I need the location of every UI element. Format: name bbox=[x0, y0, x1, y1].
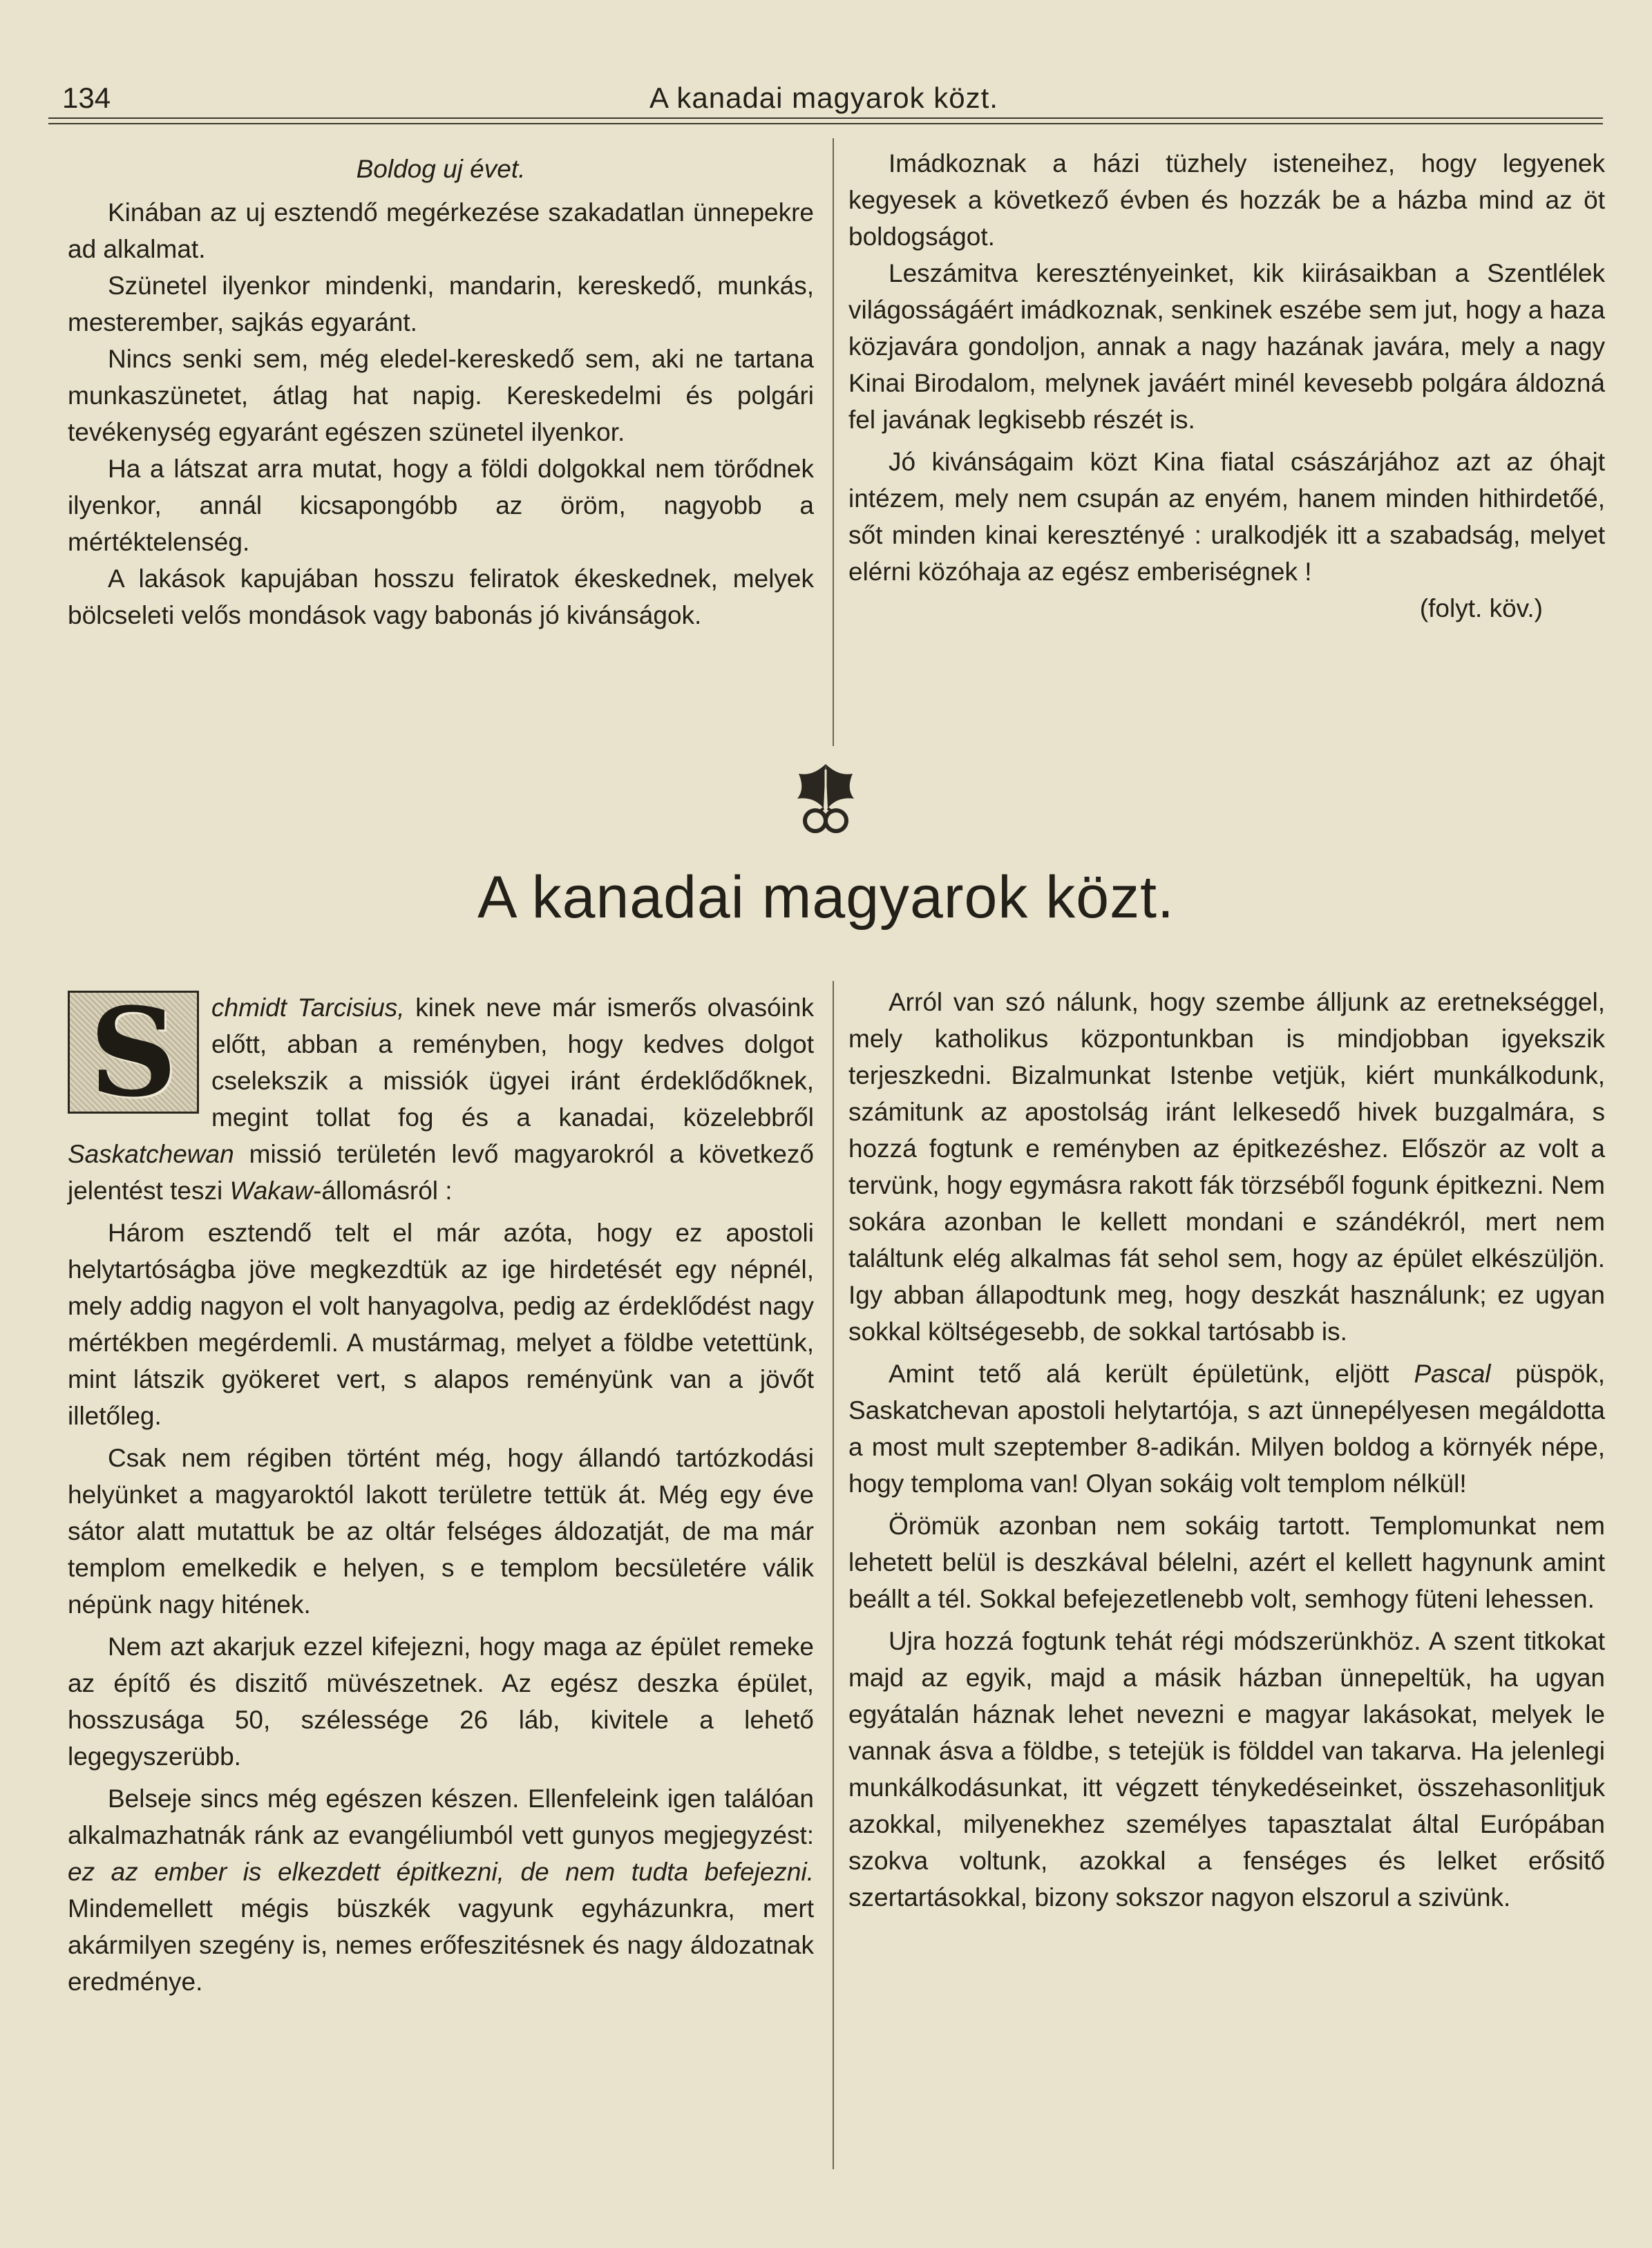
paragraph: Arról van szó nálunk, hogy szembe álljunk az eretnekséggel, mely katholikus központunkban is mindjobban igyekszik terjeszkedni. Bizalmunkat Istenbe vetjük, kiért munkálkodunk, számitunk az apostolság iránt lelkesedő hivek buzgalmára, s hozzá fogtunk e reményben az épitkezéshez. Először az volt a tervünk, hogy egymásra rakott fák törzséből fogunk épitkezni. Nem sokára azonban le kellett mondani e szándékról, mert nem találtunk elég alkalmas fát sehol sem, hogy az épület elkészüljön. Igy abban állapodtunk meg, hogy deszkát használunk; ez ugyan sokkal költségesebb, de sokkal tartósabb is. bbox=[848, 988, 1605, 1346]
paragraph: Csak nem régiben történt még, hogy állandó tartózkodási helyünket a magyaroktól lakott területre tettük át. Még egy éve sátor alatt mutattuk be az oltár felséges áldozatját, de ma már templom emelkedik e helyen, s e templom becsületére válik népünk nagy hitének. bbox=[68, 1444, 814, 1619]
column-divider bbox=[833, 981, 834, 2169]
paragraph bbox=[68, 1780, 814, 2000]
paragraph: Imádkoznak a házi tüzhely isteneihez, hogy legyenek kegyesek a következő évben és hozzák be a házba mind az öt boldogságot. bbox=[848, 149, 1605, 251]
column-top-right bbox=[848, 145, 1605, 627]
author-name: chmidt Tarcisius, bbox=[211, 993, 405, 1022]
quotation: ez az ember is elkezdett épitkezni, de nem tudta befejezni. bbox=[68, 1858, 814, 1886]
person-name: Pascal bbox=[1414, 1360, 1491, 1388]
paragraph: Szünetel ilyenkor mindenki, mandarin, kereskedő, munkás, mesterember, sajkás egyaránt. bbox=[68, 272, 814, 336]
paragraph: A lakások kapujában hosszu feliratok ékeskednek, melyek bölcseleti velős mondások vagy babonás jó kivánságok. bbox=[68, 564, 814, 629]
continuation-note: (folyt. köv.) bbox=[1419, 594, 1543, 622]
leaf-ornament-icon bbox=[788, 760, 864, 836]
article-title: A kanadai magyarok közt. bbox=[477, 864, 1175, 931]
paragraph: Ha a látszat arra mutat, hogy a földi dolgokkal nem törődnek ilyenkor, annál kicsapongóbb az öröm, nagyobb a mértéktelenség. bbox=[68, 455, 814, 556]
text-run: Belseje sincs még egészen készen. Ellenfeleink igen találóan alkalmazhatnák ránk az evangéliumból vett gunyos megjegyzést: bbox=[68, 1784, 814, 1849]
text-run: kinek neve már ismerős olvasóink előtt, abban a reményben, hogy kedves dolgot cselekszik a missiók ügyei iránt érdeklődőknek, megint tollat fog és a kanadai, közelebbről bbox=[211, 993, 814, 1132]
text-run: -állomásról : bbox=[313, 1177, 453, 1205]
column-bottom-right bbox=[848, 984, 1605, 1916]
place-name: Saskatchewan bbox=[68, 1140, 234, 1168]
column-top-left bbox=[68, 151, 814, 634]
text-run: Mindemellett mégis büszkék vagyunk egyházunkra, mert akármilyen szegény is, nemes erőfeszitésnek és nagy áldozatnak eredménye. bbox=[68, 1894, 814, 1996]
paragraph bbox=[848, 1355, 1605, 1502]
drop-cap-letter: S bbox=[89, 981, 178, 1124]
paragraph: Jó kivánságaim közt Kina fiatal császárjához azt az óhajt intézem, mely nem csupán az enyém, hanem minden hithirdetőé, sőt minden kinai keresztényé : uralkodjék itt a szabadság, melyet elérni közóhaja az egész emberiségnek ! bbox=[848, 448, 1605, 586]
drop-cap bbox=[68, 981, 199, 1124]
text-run: Amint tető alá került épületünk, eljött bbox=[889, 1360, 1414, 1388]
paragraph: Leszámitva keresztényeinket, kik kiirásaikban a Szentlélek világosságáért imádkoznak, senkinek eszébe sem jut, hogy a haza közjavára gondoljon, annak a nagy hazának javára, mely a nagy Kinai Birodalom, melynek javáért minél kevesebb polgára áldozná fel javának legkisebb részét is. bbox=[848, 259, 1605, 434]
paragraph: Nincs senki sem, még eledel-kereskedő sem, aki ne tartana munkaszünetet, átlag hat napig. Kereskedelmi és polgári tevékenység egyaránt egészen szünetel ilyenkor. bbox=[68, 345, 814, 446]
header-rule-top bbox=[48, 117, 1603, 119]
header-rule-bottom bbox=[48, 123, 1603, 124]
column-divider bbox=[833, 138, 834, 746]
text-run: missió területén levő magyarokról a következő jelentést teszi bbox=[68, 1140, 814, 1205]
paragraph: Három esztendő telt el már azóta, hogy ez apostoli helytartóságba jöve megkezdtük az ige hirdetését egy népnél, mely addig nagyon el volt hanyagolva, pedig az érdeklődést nagy mértékben megérdemli. A mustármag, melyet a földbe vetettünk, mint látszik gyökeret vert, s alapos reményünk van a jövőt illetőleg. bbox=[68, 1219, 814, 1430]
paragraph: Kinában az uj esztendő megérkezése szakadatlan ünnepekre ad alkalmat. bbox=[68, 198, 814, 263]
running-header bbox=[48, 75, 1603, 123]
paragraph: Ujra hozzá fogtunk tehát régi módszerünkhöz. A szent titkokat majd az egyik, majd a másik házban ünnepeltük, ha ugyan egyátalán háznak lehet nevezni e magyar lakásokat, melyek le vannak ásva a földbe, s tetejük is földdel van takarva. Ha jelenlegi munkálkodásunkat, itt végzett ténykedéseinket, összehasonlitjuk azokkal, milyenekhez személyes tapasztalat által Európában szokva voltunk, azokkal a fenséges és lelket erősitő szertartásokkal, bizony sokszor nagyon elszorul a szivünk. bbox=[848, 1627, 1605, 1912]
page-number: 134 bbox=[62, 82, 111, 114]
place-name: Wakaw bbox=[229, 1177, 314, 1205]
lead-paragraph bbox=[68, 981, 814, 1209]
column-bottom-left bbox=[68, 981, 814, 2000]
paragraph: Nem azt akarjuk ezzel kifejezni, hogy maga az épület remeke az építő és diszitő müvészetnek. Az egész deszka épület, hosszusága 50, szélessége 26 láb, kivitele a lehető legegyszerübb. bbox=[68, 1632, 814, 1771]
running-title: A kanadai magyarok közt. bbox=[649, 82, 998, 114]
text-run: püspök, Saskatchevan apostoli helytartója, s azt ünnepélyesen megáldotta a most mult szeptember 8-adikán. Milyen boldog a környék népe, hogy temploma van! Olyan sokáig volt templom nélkül! bbox=[848, 1360, 1605, 1498]
section-heading: Boldog uj évet. bbox=[356, 155, 526, 183]
paragraph: Örömük azonban nem sokáig tartott. Templomunkat nem lehetett belül is deszkával bélelni, azért el kellett hagynunk amint beállt a tél. Sokkal befejezetlenebb volt, semhogy füteni lehessen. bbox=[848, 1512, 1605, 1613]
